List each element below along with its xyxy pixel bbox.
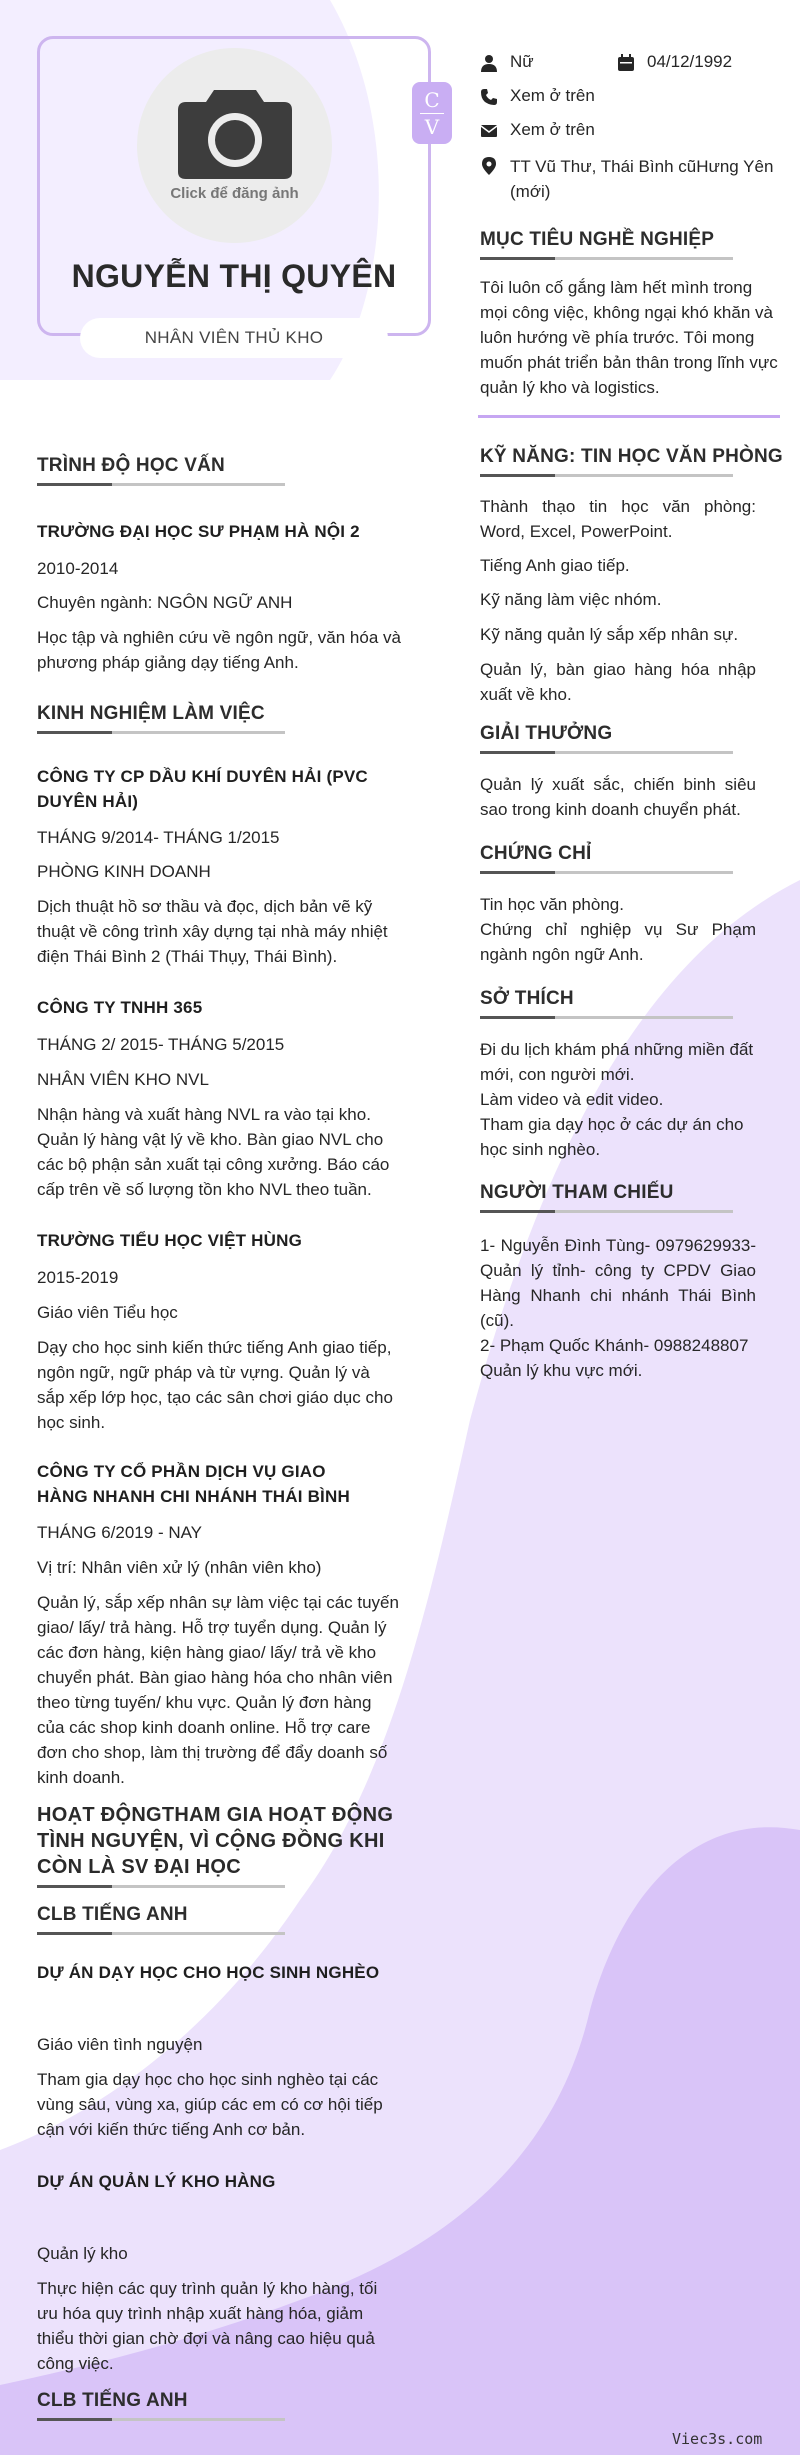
footer-watermark: Viec3s.com — [672, 2430, 763, 2448]
objective-title: MỤC TIÊU NGHỀ NGHIỆP — [480, 229, 715, 250]
person-icon — [480, 54, 498, 72]
project-role: Giáo viên tình nguyện — [37, 2035, 203, 2054]
birthday-value: 04/12/1992 — [647, 52, 733, 71]
experience-period: THÁNG 6/2019 - NAY — [37, 1523, 203, 1542]
phone-value[interactable]: Xem ở trên — [510, 86, 595, 105]
experience-role: Giáo viên Tiểu học — [37, 1303, 178, 1322]
experience-description: Dạy cho học sinh kiến thức tiếng Anh giao tiếp, ngôn ngữ, ngữ pháp và từ vựng. Quản lý và sắp xếp lớp học, tạo các sân chơi giáo dục cho học sinh. — [37, 1338, 393, 1432]
objective-underline — [480, 257, 733, 260]
skill-item: Tiếng Anh giao tiếp. — [480, 556, 630, 575]
skill-item: Thành thạo tin học văn phòng: Word, Excel, PowerPoint. — [480, 497, 756, 541]
email-value[interactable]: Xem ở trên — [510, 120, 595, 139]
candidate-position: NHÂN VIÊN THỦ KHO — [80, 318, 388, 358]
skill-item: Kỹ năng làm việc nhóm. — [480, 590, 662, 609]
activities-title: HOẠT ĐỘNGTHAM GIA HOẠT ĐỘNG TÌNH NGUYỆN, VÌ CỘNG ĐỒNG KHI CÒN LÀ SV ĐẠI HỌC — [37, 1804, 394, 1878]
awards-underline — [480, 751, 733, 754]
experience-company: TRƯỜNG TIỂU HỌC VIỆT HÙNG — [37, 1231, 302, 1250]
contact-birthday — [617, 52, 732, 72]
phone-icon — [480, 88, 498, 106]
experience-company: CÔNG TY CỔ PHẦN DỊCH VỤ GIAO HÀNG NHANH CHI NHÁNH THÁI BÌNH — [37, 1462, 350, 1506]
club-title-2: CLB TIẾNG ANH — [37, 2390, 188, 2411]
reference-item: 2- Phạm Quốc Khánh- 0988248807 Quản lý khu vực mới. — [480, 1336, 749, 1380]
experience-period: 2015-2019 — [37, 1268, 119, 1287]
awards-text: Quản lý xuất sắc, chiến binh siêu sao trong kinh doanh chuyển phát. — [480, 775, 756, 819]
photo-upload[interactable] — [137, 48, 332, 243]
references-title: NGƯỜI THAM CHIẾU — [480, 1182, 674, 1203]
project-name: DỰ ÁN QUẢN LÝ KHO HÀNG — [37, 2172, 276, 2191]
experience-description: Quản lý, sắp xếp nhân sự làm việc tại các tuyến giao/ lấy/ trả hàng. Hỗ trợ tuyển dụng. Quản lý các đơn hàng, kiện hàng giao/ lấy/ trả về kho chuyển phát. Bàn giao hàng hóa cho nhân viên theo từng tuyến/ khu vực. Quản lý đơn hàng của các shop kinh doanh online. Hỗ trợ care đơn cho shop, làm thị trường để đẩy doanh số kinh doanh. — [37, 1593, 399, 1787]
address-value: TT Vũ Thư, Thái Bình cũHưng Yên (mới) — [510, 157, 774, 201]
skill-item: Quản lý, bàn giao hàng hóa nhập xuất về kho. — [480, 660, 756, 704]
education-description: Học tập và nghiên cứu về ngôn ngữ, văn hóa và phương pháp giảng dạy tiếng Anh. — [37, 628, 401, 672]
experience-description: Dịch thuật hồ sơ thầu và đọc, dịch bản vẽ kỹ thuật về công trình xây dựng tại nhà máy nhiệt điện Thái Bình 2 (Thái Thụy, Thái Bình). — [37, 897, 388, 966]
education-major: Chuyên ngành: NGÔN NGỮ ANH — [37, 593, 293, 612]
experience-underline — [37, 731, 285, 734]
education-period: 2010-2014 — [37, 559, 119, 578]
project-description: Thực hiện các quy trình quản lý kho hàng, tối ưu hóa quy trình nhập xuất hàng hóa, giảm thiểu thời gian chờ đợi và nâng cao hiệu quả công việc. — [37, 2279, 378, 2373]
candidate-name: NGUYỄN THỊ QUYÊN — [71, 258, 397, 294]
education-underline — [37, 483, 285, 486]
contact-phone — [480, 86, 595, 106]
experience-title: KINH NGHIỆM LÀM VIỆC — [37, 703, 265, 724]
skills-underline — [480, 474, 733, 477]
contact-email — [480, 120, 595, 140]
experience-description: Nhận hàng và xuất hàng NVL ra vào tại kho. Quản lý hàng vật lý về kho. Bàn giao NVL cho các bộ phận sản xuất tại công xưởng. Báo cáo cấp trên về số lượng tồn kho NVL theo tuần. — [37, 1105, 390, 1199]
cv-badge-c: C — [424, 87, 440, 112]
skills-title: KỸ NĂNG: TIN HỌC VĂN PHÒNG — [480, 446, 783, 467]
camera-icon — [176, 86, 294, 181]
experience-period: THÁNG 9/2014- THÁNG 1/2015 — [37, 828, 280, 847]
certificate-item: Chứng chỉ nghiệp vụ Sư Phạm ngành ngôn ngữ Anh. — [480, 920, 756, 964]
reference-item: 1- Nguyễn Đình Tùng- 0979629933- Quản lý tỉnh- công ty CPDV Giao Hàng Nhanh chi nhánh Thái Bình (cũ). — [480, 1236, 756, 1330]
education-school: TRƯỜNG ĐẠI HỌC SƯ PHẠM HÀ NỘI 2 — [37, 522, 360, 541]
photo-label: Click để đăng ảnh — [170, 184, 299, 202]
envelope-icon — [480, 122, 498, 140]
certificate-item: Tin học văn phòng. — [480, 895, 624, 914]
skill-item: Kỹ năng quản lý sắp xếp nhân sự. — [480, 625, 739, 644]
hobby-item: Làm video và edit video. — [480, 1090, 664, 1109]
cv-badge-v: V — [424, 114, 440, 139]
experience-company: CÔNG TY CP DẦU KHÍ DUYÊN HẢI (PVC DUYÊN HẢI) — [37, 767, 368, 811]
hobby-item: Tham gia dạy học ở các dự án cho học sinh nghèo. — [480, 1115, 744, 1159]
references-underline — [480, 1210, 733, 1213]
objective-text: Tôi luôn cố gắng làm hết mình trong mọi công việc, không ngại khó khăn và luôn hướng về phía trước. Tôi mong muốn phát triển bản thân trong lĩnh vực quản lý kho và logistics. — [480, 278, 778, 397]
hobbies-underline — [480, 1016, 733, 1019]
club-underline-2 — [37, 2418, 285, 2421]
project-role: Quản lý kho — [37, 2244, 128, 2263]
project-description: Tham gia dạy học cho học sinh nghèo tại các vùng sâu, vùng xa, giúp các em có cơ hội tiếp cận với kiến thức tiếng Anh cơ bản. — [37, 2070, 383, 2139]
experience-company: CÔNG TY TNHH 365 — [37, 998, 203, 1017]
experience-role: NHÂN VIÊN KHO NVL — [37, 1070, 209, 1089]
calendar-icon — [617, 54, 635, 72]
cv-badge — [412, 82, 452, 144]
awards-title: GIẢI THƯỞNG — [480, 723, 613, 744]
club-title: CLB TIẾNG ANH — [37, 1904, 188, 1925]
certificates-title: CHỨNG CHỈ — [480, 843, 592, 864]
contact-gender — [480, 52, 534, 72]
experience-role: Vị trí: Nhân viên xử lý (nhân viên kho) — [37, 1558, 322, 1577]
club-underline — [37, 1932, 285, 1935]
certificates-underline — [480, 871, 733, 874]
hobby-item: Đi du lịch khám phá những miền đất mới, con người mới. — [480, 1040, 754, 1084]
education-title: TRÌNH ĐỘ HỌC VẤN — [37, 455, 225, 476]
hobbies-title: SỞ THÍCH — [480, 988, 574, 1009]
experience-period: THÁNG 2/ 2015- THÁNG 5/2015 — [37, 1035, 285, 1054]
activities-underline — [37, 1885, 285, 1888]
right-divider — [478, 415, 780, 418]
contact-address — [480, 154, 780, 204]
project-name: DỰ ÁN DẠY HỌC CHO HỌC SINH NGHÈO — [37, 1963, 380, 1982]
experience-role: PHÒNG KINH DOANH — [37, 862, 211, 881]
gender-value: Nữ — [510, 52, 534, 71]
location-pin-icon — [480, 157, 498, 175]
